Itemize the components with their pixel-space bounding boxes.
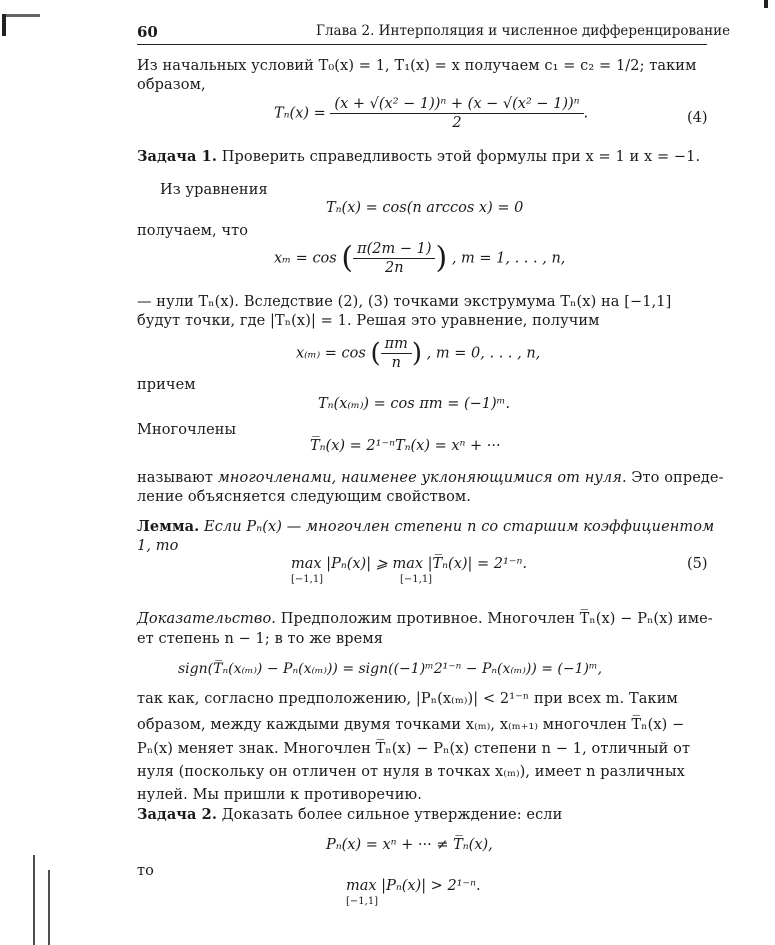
para7-line2: ление объясняется следующим свойством. — [137, 489, 471, 505]
eq4-numerator: (x + √(x² − 1))ⁿ + (x − √(x² − 1))ⁿ — [330, 95, 583, 114]
running-title: Глава 2. Интерполяция и численное дифференцирование — [316, 23, 731, 39]
equation-5: max |Pₙ(x)| ⩾ max |T̅ₙ(x)| = 2¹⁻ⁿ. — [291, 556, 527, 572]
eq-xm-fraction — [353, 240, 435, 277]
proof-text: Предположим противное. Многочлен T̅ₙ(x) − Pₙ(x) име- — [280, 611, 713, 627]
para8-line2: образом, между каждыми двумя точками x₍ₘ₎, x₍ₘ₊₁₎ многочлен T̅ₙ(x) − — [137, 717, 685, 733]
proof-line1 — [137, 610, 713, 628]
eq-ext-numerator: πm — [381, 335, 412, 354]
lemma-line1 — [137, 518, 714, 536]
task1-text: Проверить справедливость этой формулы при x = 1 и x = −1. — [221, 149, 701, 165]
eq-xm-rhs: , m = 1, . . . , n, — [451, 250, 566, 267]
para8-line3: Pₙ(x) меняет знак. Многочлен T̅ₙ(x) − Pₙ(x) степени n − 1, отличный от — [137, 741, 691, 757]
para8-line5: нулей. Мы пришли к противоречию. — [137, 787, 422, 803]
equation-cos: Tₙ(x) = cos(n arccos x) = 0 — [326, 200, 524, 216]
proof-label: Доказательство. — [137, 611, 276, 627]
para1-line1: Из начальных условий T₀(x) = 1, T₁(x) = x получаем c₁ = c₂ = 1/2; таким — [137, 58, 697, 74]
equation-5-number: (5) — [687, 556, 708, 572]
para8-line4: нуля (поскольку он отличен от нуля в точках x₍ₘ₎), имеет n различных — [137, 764, 685, 780]
para6: Многочлены — [137, 422, 237, 438]
para7-text-b: Это опреде- — [626, 470, 724, 486]
para7-emphasis: многочленами, наименее уклоняющимися от нуля. — [217, 470, 627, 486]
eq-xm-denominator: 2n — [384, 260, 404, 276]
para7-line1 — [137, 469, 724, 487]
lemma-text: Если Pₙ(x) — многочлен степени n со старшим коэффициентом — [204, 519, 715, 535]
equation-4 — [274, 95, 588, 132]
para2: Из уравнения — [160, 182, 268, 198]
page-number: 60 — [137, 23, 158, 41]
equation-extrema — [296, 335, 540, 372]
header-rule — [137, 44, 707, 45]
equation-5-sub2: [−1,1] — [400, 574, 433, 585]
para4-line1: — нули Tₙ(x). Вследствие (2), (3) точками экструмума Tₙ(x) на [−1,1] — [137, 294, 672, 310]
eq-xm-right-paren: ) — [435, 240, 448, 276]
eq-ext-fraction — [381, 335, 412, 372]
para1-line2: образом, — [137, 77, 206, 93]
task1 — [137, 148, 700, 166]
eq-ext-rhs: , m = 0, . . . , n, — [426, 345, 541, 362]
para4-line2: будут точки, где |Tₙ(x)| = 1. Решая это уравнение, получим — [137, 313, 600, 329]
eq-xm-numerator: π(2m − 1) — [353, 240, 435, 259]
equation-tbar: T̅ₙ(x) = 2¹⁻ⁿTₙ(x) = xⁿ + ··· — [310, 438, 501, 454]
equation-4-number: (4) — [687, 110, 708, 126]
eq-ext-denominator: n — [391, 355, 401, 371]
para8-line1: так как, согласно предположению, |Pₙ(x₍ₘ₎)| < 2¹⁻ⁿ при всех m. Таким — [137, 691, 678, 707]
eq4-fraction — [330, 95, 583, 132]
eq-xm-left-paren: ( — [341, 240, 354, 276]
para3: получаем, что — [137, 223, 249, 239]
proof-line2: ет степень n − 1; в то же время — [137, 631, 383, 647]
eq-ext-lhs: x₍ₘ₎ = cos — [296, 345, 366, 362]
para5: причем — [137, 377, 196, 393]
scan-mark-bottom-left-2 — [48, 870, 50, 945]
equation-pn: Pₙ(x) = xⁿ + ··· ≠ T̅ₙ(x), — [326, 837, 493, 853]
equation-5-sub1: [−1,1] — [291, 574, 324, 585]
equation-tn-extrema: Tₙ(x₍ₘ₎) = cos πm = (−1)ᵐ. — [318, 396, 511, 412]
scan-mark-top-left-row — [2, 14, 40, 17]
scan-mark-bottom-left-1 — [33, 855, 35, 945]
para7-text-a: называют — [137, 470, 218, 486]
task2-text: Доказать более сильное утверждение: если — [221, 807, 563, 823]
equation-sign: sign(T̅ₙ(x₍ₘ₎) − Pₙ(x₍ₘ₎)) = sign((−1)ᵐ2¹⁻ⁿ − Pₙ(x₍ₘ₎)) = (−1)ᵐ, — [178, 661, 603, 677]
eq4-lhs: Tₙ(x) = — [274, 105, 326, 122]
equation-final-sub: [−1,1] — [346, 896, 379, 907]
task2-label: Задача 2. — [137, 806, 218, 823]
equation-final: max |Pₙ(x)| > 2¹⁻ⁿ. — [346, 878, 481, 894]
equation-xm — [274, 240, 565, 277]
eq-ext-right-paren: ) — [411, 338, 423, 369]
eq-xm-lhs: xₘ = cos — [274, 250, 337, 267]
scan-mark-top-left — [2, 14, 6, 36]
task2 — [137, 806, 562, 824]
para9: то — [137, 863, 154, 879]
lemma-line2: 1, то — [137, 538, 179, 554]
lemma-label: Лемма. — [137, 518, 200, 535]
scan-mark-top-right — [764, 0, 768, 8]
eq-ext-left-paren: ( — [370, 338, 381, 369]
eq4-denominator: 2 — [452, 115, 462, 131]
task1-label: Задача 1. — [137, 148, 218, 165]
eq4-tail: . — [583, 105, 589, 122]
